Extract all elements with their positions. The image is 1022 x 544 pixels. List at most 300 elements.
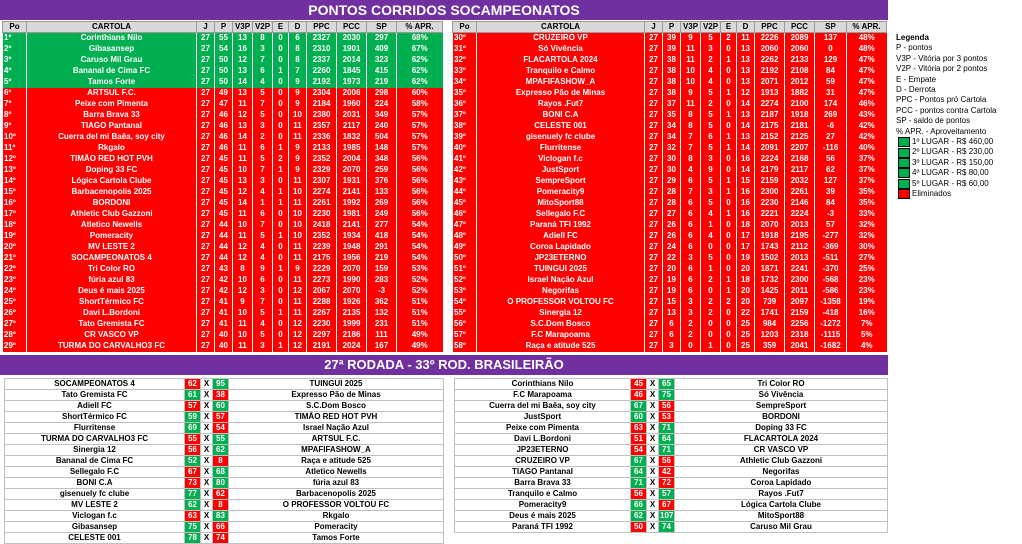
home-team: Gibasansep <box>5 522 185 533</box>
cell-losses: 9 <box>289 99 307 110</box>
cell-apr: 42% <box>847 121 887 132</box>
cell-sp: 219 <box>367 253 397 264</box>
table-row <box>453 44 887 55</box>
cell-ppc: 1913 <box>755 88 785 99</box>
cell-games: 27 <box>197 176 215 187</box>
home-team: Pomeracity9 <box>455 500 631 511</box>
cell-losses: 11 <box>289 121 307 132</box>
cell-pos: 9º <box>3 121 27 132</box>
cell-draws: 2 <box>721 297 737 308</box>
cell-points: 45 <box>215 198 233 209</box>
cell-team: Sellegalo F.C <box>477 209 645 220</box>
cell-losses: 18 <box>737 275 755 286</box>
cell-team: TUINGUI 2025 <box>477 264 645 275</box>
cell-sp: 84 <box>815 66 847 77</box>
cell-games: 27 <box>197 132 215 143</box>
cell-sp: 174 <box>815 99 847 110</box>
table-row <box>3 110 443 121</box>
cell-v3p: 8 <box>233 264 253 275</box>
cell-draws: 0 <box>273 319 289 330</box>
vs-label: X <box>647 522 659 533</box>
cell-ppc: 2307 <box>307 176 337 187</box>
cell-v3p: 10 <box>681 77 701 88</box>
cell-losses: 11 <box>737 33 755 44</box>
cell-apr: 56% <box>397 198 443 209</box>
cell-v2p: 9 <box>253 264 273 275</box>
cell-points: 15 <box>663 297 681 308</box>
cell-ppc: 2274 <box>755 99 785 110</box>
cell-pcc: 2125 <box>785 132 815 143</box>
away-score: 83 <box>213 511 229 522</box>
cell-v2p: 4 <box>701 231 721 242</box>
table-row <box>3 286 443 297</box>
cell-sp: 415 <box>367 66 397 77</box>
away-team: SempreSport <box>675 401 888 412</box>
cell-sp: -3 <box>815 209 847 220</box>
vs-label: X <box>201 500 213 511</box>
cell-v3p: 7 <box>681 187 701 198</box>
cell-ppc: 2175 <box>307 253 337 264</box>
cell-team: CR VASCO VP <box>27 330 197 341</box>
match-row <box>5 511 444 522</box>
cell-losses: 25 <box>737 319 755 330</box>
cell-games: 27 <box>197 44 215 55</box>
away-score: 56 <box>659 456 675 467</box>
cell-points: 43 <box>215 264 233 275</box>
table-row <box>453 297 887 308</box>
cell-points: 44 <box>215 253 233 264</box>
cell-pcc: 1934 <box>337 231 367 242</box>
vs-label: X <box>647 456 659 467</box>
cell-sp: 31 <box>815 88 847 99</box>
cell-pcc: 2117 <box>337 121 367 132</box>
cell-draws: 0 <box>721 253 737 264</box>
cell-games: 27 <box>197 253 215 264</box>
cell-apr: 37% <box>847 154 887 165</box>
away-team: Israel Nação Azul <box>229 423 444 434</box>
cell-v3p: 11 <box>681 99 701 110</box>
cell-v2p: 0 <box>701 319 721 330</box>
vs-label: X <box>647 423 659 434</box>
away-team: Rkgalo <box>229 511 444 522</box>
cell-games: 27 <box>645 33 663 44</box>
cell-v2p: 5 <box>253 110 273 121</box>
away-score: 55 <box>213 434 229 445</box>
cell-sp: -568 <box>815 275 847 286</box>
cell-points: 38 <box>663 66 681 77</box>
table-row <box>3 88 443 99</box>
cell-v3p: 11 <box>233 99 253 110</box>
cell-pcc: 2070 <box>337 165 367 176</box>
cell-pos: 12º <box>3 154 27 165</box>
away-score: 8 <box>213 500 229 511</box>
vs-label: X <box>201 412 213 423</box>
color-swatch <box>898 148 910 158</box>
cell-losses: 11 <box>289 132 307 143</box>
cell-pos: 3º <box>3 55 27 66</box>
cell-losses: 17 <box>737 231 755 242</box>
header-draws: E <box>721 22 737 33</box>
away-team: TUINGUI 2025 <box>229 379 444 390</box>
table-row <box>453 198 887 209</box>
cell-points: 30 <box>663 165 681 176</box>
cell-v2p: 4 <box>253 187 273 198</box>
match-row <box>5 401 444 412</box>
cell-ppc: 2380 <box>307 110 337 121</box>
header-team: CARTOLA <box>477 22 645 33</box>
cell-sp: 418 <box>367 231 397 242</box>
cell-pos: 36º <box>453 99 477 110</box>
away-team: Barbacenopolis 2025 <box>229 489 444 500</box>
cell-v3p: 8 <box>681 121 701 132</box>
legend-swatch-label: 1º LUGAR - R$ 460,00 <box>912 137 994 147</box>
cell-v3p: 10 <box>233 330 253 341</box>
table-row <box>3 77 443 88</box>
home-team: Viclogan f.c <box>5 511 185 522</box>
cell-games: 27 <box>645 253 663 264</box>
cell-pcc: 1992 <box>337 198 367 209</box>
away-score: 72 <box>659 478 675 489</box>
match-row <box>455 423 888 434</box>
table-row <box>3 176 443 187</box>
cell-sp: 133 <box>367 187 397 198</box>
cell-v3p: 12 <box>233 253 253 264</box>
header-v2p: V2P <box>253 22 273 33</box>
match-row <box>5 412 444 423</box>
away-score: 68 <box>213 467 229 478</box>
cell-points: 27 <box>663 209 681 220</box>
cell-v3p: 3 <box>681 253 701 264</box>
home-team: Deus é mais 2025 <box>455 511 631 522</box>
cell-pcc: 2146 <box>785 198 815 209</box>
cell-sp: 129 <box>815 55 847 66</box>
cell-ppc: 2060 <box>755 44 785 55</box>
table-row <box>453 308 887 319</box>
cell-team: ARTSUL F.C. <box>27 88 197 99</box>
cell-pcc: 1973 <box>337 77 367 88</box>
cell-v2p: 6 <box>253 143 273 154</box>
cell-pcc: 1845 <box>337 66 367 77</box>
cell-draws: 0 <box>721 121 737 132</box>
header-v3p: V3P <box>233 22 253 33</box>
cell-v3p: 13 <box>233 176 253 187</box>
cell-pcc: 2089 <box>785 33 815 44</box>
home-team: TIAGO Pantanal <box>455 467 631 478</box>
cell-pcc: 1948 <box>337 242 367 253</box>
cell-pcc: 1901 <box>337 44 367 55</box>
cell-games: 27 <box>645 330 663 341</box>
away-team: Caruso Mil Grau <box>675 522 888 533</box>
cell-team: Adiell FC <box>477 231 645 242</box>
cell-pos: 53º <box>453 286 477 297</box>
header-pcc: PCC <box>785 22 815 33</box>
away-score: 56 <box>659 401 675 412</box>
cell-v3p: 6 <box>681 209 701 220</box>
cell-losses: 16 <box>737 209 755 220</box>
cell-points: 46 <box>215 121 233 132</box>
home-score: 60 <box>631 412 647 423</box>
cell-pos: 52º <box>453 275 477 286</box>
vs-label: X <box>201 390 213 401</box>
cell-points: 39 <box>663 44 681 55</box>
header-games: J <box>645 22 663 33</box>
cell-losses: 9 <box>289 264 307 275</box>
home-team: Flurritense <box>5 423 185 434</box>
cell-pcc: 2004 <box>337 154 367 165</box>
table-row <box>3 275 443 286</box>
cell-games: 27 <box>645 55 663 66</box>
cell-sp: 84 <box>815 198 847 209</box>
cell-losses: 13 <box>737 66 755 77</box>
cell-v3p: 2 <box>681 319 701 330</box>
cell-apr: 42% <box>847 132 887 143</box>
cell-v3p: 6 <box>681 275 701 286</box>
away-team: Pomeracity <box>229 522 444 533</box>
cell-v3p: 6 <box>681 198 701 209</box>
cell-v3p: 13 <box>233 88 253 99</box>
cell-games: 27 <box>197 264 215 275</box>
cell-games: 27 <box>645 176 663 187</box>
cell-pos: 26º <box>3 308 27 319</box>
cell-sp: 57 <box>815 220 847 231</box>
cell-apr: 54% <box>397 231 443 242</box>
cell-v2p: 7 <box>253 165 273 176</box>
legend-swatch-label: 5º LUGAR - R$ 60,00 <box>912 178 989 188</box>
cell-ppc: 1502 <box>755 253 785 264</box>
cell-losses: 13 <box>737 55 755 66</box>
cell-games: 27 <box>645 77 663 88</box>
cell-v2p: 8 <box>253 33 273 44</box>
cell-games: 27 <box>645 121 663 132</box>
away-team: Só Vivência <box>675 390 888 401</box>
cell-v2p: 1 <box>701 341 721 352</box>
cell-v2p: 5 <box>701 253 721 264</box>
cell-draws: 1 <box>721 132 737 143</box>
cell-v2p: 5 <box>253 231 273 242</box>
matches-table-right <box>454 378 888 533</box>
cell-ppc: 2179 <box>755 165 785 176</box>
cell-games: 27 <box>197 88 215 99</box>
cell-apr: 56% <box>397 209 443 220</box>
cell-ppc: 2230 <box>755 198 785 209</box>
table-row <box>3 55 443 66</box>
table-row <box>3 198 443 209</box>
cell-pcc: 1918 <box>785 110 815 121</box>
home-score: 50 <box>631 522 647 533</box>
legend-swatch-row <box>898 168 1022 178</box>
standings-header <box>3 22 443 33</box>
cell-points: 3 <box>663 341 681 352</box>
table-row <box>453 242 887 253</box>
match-row <box>455 390 888 401</box>
cell-pos: 20º <box>3 242 27 253</box>
cell-points: 50 <box>215 66 233 77</box>
vs-label: X <box>647 401 659 412</box>
cell-draws: 1 <box>273 198 289 209</box>
cell-points: 38 <box>663 88 681 99</box>
table-row <box>3 253 443 264</box>
cell-pos: 29º <box>3 341 27 352</box>
cell-losses: 12 <box>737 88 755 99</box>
cell-pcc: 2207 <box>785 143 815 154</box>
cell-v2p: 0 <box>701 242 721 253</box>
cell-apr: 53% <box>397 264 443 275</box>
cell-points: 41 <box>215 308 233 319</box>
away-team: ARTSUL F.C. <box>229 434 444 445</box>
cell-pos: 49º <box>453 242 477 253</box>
cell-losses: 25 <box>737 330 755 341</box>
cell-draws: 1 <box>721 143 737 154</box>
table-row <box>453 264 887 275</box>
cell-points: 45 <box>215 154 233 165</box>
cell-points: 28 <box>663 187 681 198</box>
cell-games: 27 <box>645 242 663 253</box>
cell-apr: 51% <box>397 319 443 330</box>
cell-apr: 7% <box>847 319 887 330</box>
cell-v2p: 5 <box>253 330 273 341</box>
cell-v2p: 1 <box>701 220 721 231</box>
cell-losses: 22 <box>737 308 755 319</box>
cell-draws: 0 <box>273 88 289 99</box>
cell-ppc: 2357 <box>307 121 337 132</box>
match-row <box>5 445 444 456</box>
cell-points: 19 <box>663 286 681 297</box>
cell-pcc: 2100 <box>785 99 815 110</box>
cell-games: 27 <box>197 198 215 209</box>
cell-pcc: 2041 <box>785 341 815 352</box>
cell-ppc: 1741 <box>755 308 785 319</box>
table-row <box>453 275 887 286</box>
cell-points: 38 <box>663 77 681 88</box>
cell-sp: 283 <box>367 275 397 286</box>
cell-pcc: 2006 <box>337 88 367 99</box>
cell-v3p: 12 <box>233 242 253 253</box>
home-score: 73 <box>185 478 201 489</box>
table-row <box>453 66 887 77</box>
match-row <box>5 456 444 467</box>
cell-apr: 51% <box>397 308 443 319</box>
vs-label: X <box>201 445 213 456</box>
cell-draws: 0 <box>273 242 289 253</box>
cell-v3p: 13 <box>233 66 253 77</box>
vs-label: X <box>201 511 213 522</box>
legend <box>896 33 1022 200</box>
cell-losses: 8 <box>289 55 307 66</box>
match-row <box>455 500 888 511</box>
cell-games: 27 <box>645 198 663 209</box>
match-row <box>455 412 888 423</box>
cell-pcc: 2013 <box>785 253 815 264</box>
vs-label: X <box>201 478 213 489</box>
cell-sp: 291 <box>367 242 397 253</box>
cell-ppc: 2191 <box>307 341 337 352</box>
cell-v3p: 13 <box>233 33 253 44</box>
away-team: MitoSport88 <box>675 511 888 522</box>
table-row <box>3 66 443 77</box>
cell-sp: 219 <box>367 77 397 88</box>
cell-draws: 0 <box>273 286 289 297</box>
cell-ppc: 2267 <box>307 308 337 319</box>
table-row <box>453 77 887 88</box>
home-team: Tato Gremista FC <box>5 390 185 401</box>
cell-losses: 13 <box>737 77 755 88</box>
cell-points: 54 <box>215 44 233 55</box>
cell-draws: 0 <box>273 132 289 143</box>
cell-v3p: 6 <box>681 242 701 253</box>
cell-v3p: 11 <box>681 55 701 66</box>
cell-ppc: 2133 <box>307 143 337 154</box>
cell-apr: 49% <box>397 341 443 352</box>
cell-pos: 27º <box>3 319 27 330</box>
cell-sp: -370 <box>815 264 847 275</box>
cell-team: BORDONI <box>27 198 197 209</box>
cell-points: 46 <box>215 143 233 154</box>
away-score: 95 <box>213 379 229 390</box>
table-row <box>3 154 443 165</box>
cell-losses: 14 <box>737 165 755 176</box>
vs-label: X <box>201 434 213 445</box>
cell-sp: -418 <box>815 308 847 319</box>
cell-losses: 18 <box>737 220 755 231</box>
cell-games: 27 <box>197 209 215 220</box>
vs-label: X <box>647 489 659 500</box>
cell-draws: 1 <box>273 165 289 176</box>
cell-apr: 40% <box>847 143 887 154</box>
color-swatch <box>898 137 910 147</box>
cell-points: 44 <box>215 231 233 242</box>
cell-draws: 1 <box>273 187 289 198</box>
cell-draws: 1 <box>721 110 737 121</box>
away-score: 75 <box>659 390 675 401</box>
cell-ppc: 2288 <box>307 297 337 308</box>
cell-pos: 48º <box>453 231 477 242</box>
cell-v3p: 16 <box>233 44 253 55</box>
cell-apr: 19% <box>847 297 887 308</box>
cell-draws: 1 <box>721 187 737 198</box>
cell-games: 27 <box>197 165 215 176</box>
home-team: Sellegalo F.C <box>5 467 185 478</box>
cell-sp: 240 <box>367 121 397 132</box>
cell-apr: 54% <box>397 242 443 253</box>
away-team: Athletic Club Gazzoni <box>675 456 888 467</box>
cell-apr: 51% <box>397 297 443 308</box>
cell-points: 46 <box>215 132 233 143</box>
vs-label: X <box>201 522 213 533</box>
cell-games: 27 <box>645 143 663 154</box>
cell-draws: 0 <box>721 77 737 88</box>
cell-pcc: 2112 <box>785 242 815 253</box>
cell-v2p: 5 <box>701 143 721 154</box>
cell-apr: 32% <box>847 231 887 242</box>
table-row <box>453 110 887 121</box>
cell-v3p: 3 <box>681 297 701 308</box>
cell-sp: 297 <box>367 33 397 44</box>
cell-draws: 0 <box>273 275 289 286</box>
cell-v2p: 4 <box>253 253 273 264</box>
cell-sp: 0 <box>815 44 847 55</box>
home-score: 62 <box>631 511 647 522</box>
cell-sp: 504 <box>367 132 397 143</box>
cell-apr: 49% <box>397 330 443 341</box>
cell-v2p: 7 <box>253 55 273 66</box>
cell-v3p: 10 <box>233 165 253 176</box>
cell-team: Barbacenopolis 2025 <box>27 187 197 198</box>
cell-v3p: 10 <box>681 66 701 77</box>
cell-pcc: 2159 <box>785 308 815 319</box>
cell-games: 27 <box>197 66 215 77</box>
cell-apr: 35% <box>847 187 887 198</box>
cell-pcc: 1931 <box>337 176 367 187</box>
